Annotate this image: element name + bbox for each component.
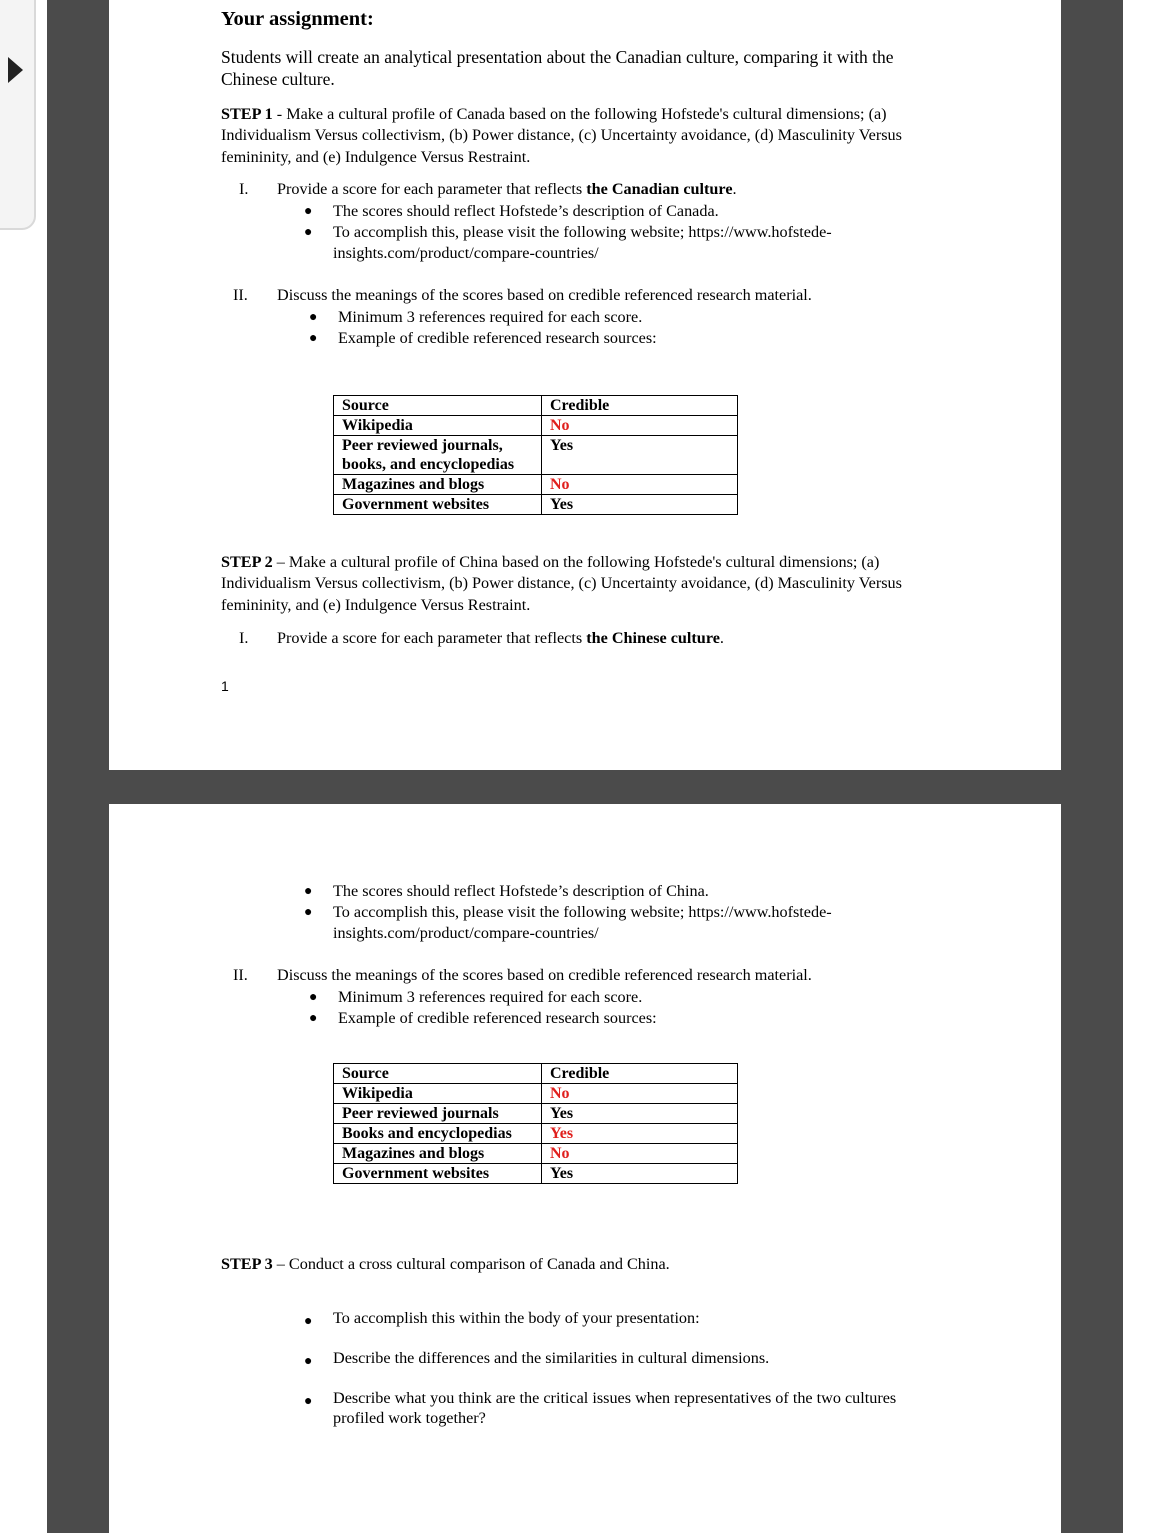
step1-item1-numeral: I. — [239, 180, 249, 198]
bullet-dot: ● — [304, 1314, 313, 1329]
page2-bullet2-line1: To accomplish this, please visit the following website; https://www.hofstede- — [333, 903, 832, 921]
step1-item1-text — [277, 179, 737, 201]
bullet-dot: ● — [304, 905, 313, 920]
table-row — [334, 495, 738, 515]
sidebar-toggle[interactable] — [0, 0, 36, 230]
sources-table-canada — [333, 395, 738, 515]
document-page-1 — [109, 0, 1061, 770]
step1-item1-text-bold: the Canadian culture — [586, 180, 733, 198]
table-header-row — [334, 1064, 738, 1084]
bullet-dot: ● — [309, 310, 318, 325]
table-cell-source: Magazines and blogs — [334, 475, 542, 495]
table-row — [334, 1084, 738, 1104]
table-cell-source: Magazines and blogs — [334, 1144, 542, 1164]
step2-line-3: femininity, and (e) Indulgence Versus Restraint. — [221, 596, 531, 614]
step2-item1-text-pre: Provide a score for each parameter that reflects — [277, 629, 587, 647]
assignment-heading: Your assignment: — [221, 8, 374, 30]
table-row — [334, 1124, 738, 1144]
step1-label: STEP 1 — [221, 105, 273, 123]
step3-line — [221, 1254, 670, 1276]
step3-bullet2: Describe the differences and the similarities in cultural dimensions. — [333, 1349, 770, 1367]
bullet-dot: ● — [309, 331, 318, 346]
table-header-cell: Credible — [542, 1064, 738, 1084]
table-cell-source: Wikipedia — [334, 1084, 542, 1104]
step3-bullet1: To accomplish this within the body of your presentation: — [333, 1309, 700, 1327]
table-cell-source-line2: books, and encyclopedias — [342, 456, 515, 473]
step1-item1-text-post: . — [732, 180, 737, 198]
table-cell-source: Government websites — [334, 1164, 542, 1184]
step1-line-2: Individualism Versus collectivism, (b) Power distance, (c) Uncertainty avoidance, (d) Masculinity Versus — [221, 126, 902, 144]
step2-label: STEP 2 — [221, 553, 273, 571]
table-header-row — [334, 396, 738, 416]
table-row — [334, 416, 738, 436]
step3-label: STEP 3 — [221, 1255, 273, 1273]
table-cell-credible: Yes — [542, 1104, 738, 1124]
table-cell-credible: Yes — [542, 495, 738, 515]
table-header-cell: Source — [334, 396, 542, 416]
page2-item2-text: Discuss the meanings of the scores based on credible referenced research material. — [277, 966, 812, 984]
document-page-2 — [109, 804, 1061, 1533]
step3-text: – Conduct a cross cultural comparison of Canada and China. — [272, 1255, 670, 1273]
play-triangle-icon — [8, 57, 23, 83]
table-cell-credible: No — [542, 1144, 738, 1164]
step2-item1-text — [277, 628, 724, 650]
step1-item1-bullet2-line1: To accomplish this, please visit the following website; https://www.hofstede- — [333, 223, 832, 241]
intro-line-1: Students will create an analytical presentation about the Canadian culture, comparing it with the — [221, 47, 894, 67]
table-header-cell: Source — [334, 1064, 542, 1084]
page2-item2-bullet2: Example of credible referenced research sources: — [338, 1009, 657, 1027]
page2-item2-bullet1: Minimum 3 references required for each score. — [338, 988, 643, 1006]
table-cell-credible: Yes — [542, 1124, 738, 1144]
step2-line-1 — [221, 552, 879, 574]
table-cell-source — [334, 436, 542, 475]
step1-line-1 — [221, 104, 887, 126]
step1-item2-bullet2: Example of credible referenced research sources: — [338, 329, 657, 347]
page-number: 1 — [221, 678, 229, 694]
intro-line-2: Chinese culture. — [221, 69, 335, 89]
bullet-dot: ● — [309, 1011, 318, 1026]
table-cell-source: Books and encyclopedias — [334, 1124, 542, 1144]
step1-line-3: femininity, and (e) Indulgence Versus Restraint. — [221, 148, 531, 166]
bullet-dot: ● — [304, 1394, 313, 1409]
table-row — [334, 1164, 738, 1184]
bullet-dot: ● — [304, 884, 313, 899]
page2-item2-numeral: II. — [233, 966, 248, 984]
table-row — [334, 436, 738, 475]
table-row — [334, 1104, 738, 1124]
sources-table-china — [333, 1063, 738, 1184]
bullet-dot: ● — [304, 225, 313, 240]
step1-line1-text: - Make a cultural profile of Canada based on the following Hofstede's cultural dimensions; (a) — [272, 105, 887, 123]
step1-item1-bullet1: The scores should reflect Hofstede’s description of Canada. — [333, 202, 719, 220]
step1-item1-bullet2-line2: insights.com/product/compare-countries/ — [333, 244, 599, 262]
bullet-dot: ● — [309, 990, 318, 1005]
table-cell-credible: Yes — [542, 436, 738, 475]
bullet-dot: ● — [304, 204, 313, 219]
table-cell-credible: No — [542, 1084, 738, 1104]
step3-bullet3-line1: Describe what you think are the critical issues when representatives of the two cultures — [333, 1389, 897, 1407]
table-cell-source: Peer reviewed journals — [334, 1104, 542, 1124]
step1-item1-text-pre: Provide a score for each parameter that reflects — [277, 180, 587, 198]
step1-item2-text: Discuss the meanings of the scores based on credible referenced research material. — [277, 286, 812, 304]
table-header-cell: Credible — [542, 396, 738, 416]
page2-bullet2-line2: insights.com/product/compare-countries/ — [333, 924, 599, 942]
step2-item1-numeral: I. — [239, 629, 249, 647]
step2-line1-text: – Make a cultural profile of China based on the following Hofstede's cultural dimensions; (a) — [272, 553, 880, 571]
step3-bullet3-line2: profiled work together? — [333, 1409, 486, 1427]
step1-item2-numeral: II. — [233, 286, 248, 304]
step2-item1-text-bold: the Chinese culture — [586, 629, 720, 647]
page2-bullet1: The scores should reflect Hofstede’s description of China. — [333, 882, 709, 900]
step2-line-2: Individualism Versus collectivism, (b) Power distance, (c) Uncertainty avoidance, (d) Masculinity Versus — [221, 574, 902, 592]
bullet-dot: ● — [304, 1354, 313, 1369]
step1-item2-bullet1: Minimum 3 references required for each score. — [338, 308, 643, 326]
table-row — [334, 475, 738, 495]
table-cell-credible: Yes — [542, 1164, 738, 1184]
table-row — [334, 1144, 738, 1164]
table-cell-credible: No — [542, 475, 738, 495]
table-cell-source: Wikipedia — [334, 416, 542, 436]
table-cell-source-line1: Peer reviewed journals, — [342, 437, 503, 454]
step2-item1-text-post: . — [719, 629, 724, 647]
table-cell-credible: No — [542, 416, 738, 436]
table-cell-source: Government websites — [334, 495, 542, 515]
